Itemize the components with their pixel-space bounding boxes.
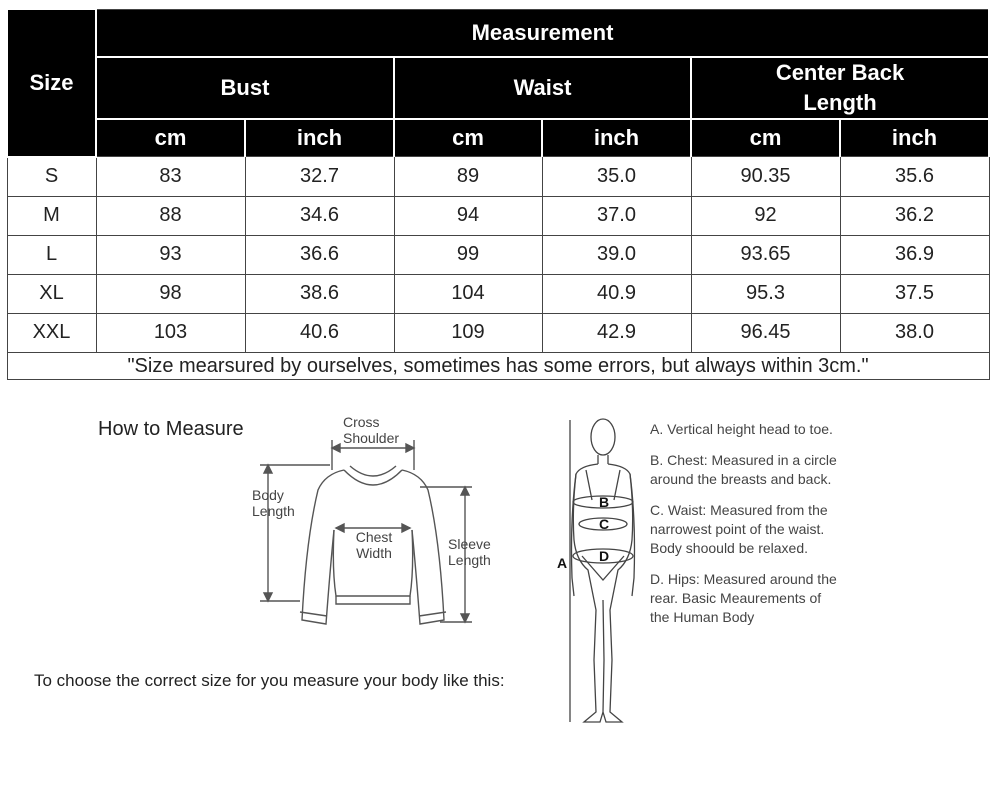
- table-cell: 104: [394, 274, 542, 313]
- table-cell: 38.6: [245, 274, 394, 313]
- definition-b: B. Chest: Measured in a circle around the breasts and back.: [650, 452, 837, 487]
- unit-header: cm: [691, 119, 840, 157]
- table-cell: 40.6: [245, 313, 394, 352]
- measure-instruction: To choose the correct size for you measure your body like this:: [34, 671, 505, 690]
- table-cell: 89: [394, 157, 542, 197]
- table-cell: 95.3: [691, 274, 840, 313]
- body-length-label: Body Length: [252, 487, 295, 519]
- unit-header: cm: [96, 119, 245, 157]
- table-cell: 38.0: [840, 313, 989, 352]
- unit-header: inch: [542, 119, 691, 157]
- table-cell: 32.7: [245, 157, 394, 197]
- measurement-note: "Size mearsured by ourselves, sometimes has some errors, but always within 3cm.": [7, 352, 989, 379]
- how-to-measure-title: How to Measure: [98, 418, 244, 440]
- center-back-length-label: Center Back Length: [775, 60, 905, 115]
- size-cell: XL: [7, 274, 96, 313]
- table-cell: 88: [96, 196, 245, 235]
- table-cell: 36.2: [840, 196, 989, 235]
- size-cell: L: [7, 235, 96, 274]
- table-cell: 42.9: [542, 313, 691, 352]
- table-cell: 94: [394, 196, 542, 235]
- letter-d: D: [599, 548, 610, 564]
- table-cell: 98: [96, 274, 245, 313]
- table-cell: 35.0: [542, 157, 691, 197]
- size-cell: S: [7, 157, 96, 197]
- size-header: Size: [7, 10, 96, 157]
- table-cell: 96.45: [691, 313, 840, 352]
- table-cell: 36.6: [245, 235, 394, 274]
- table-cell: 83: [96, 157, 245, 197]
- table-cell: 35.6: [840, 157, 989, 197]
- table-cell: 109: [394, 313, 542, 352]
- table-cell: 39.0: [542, 235, 691, 274]
- table-cell: 37.0: [542, 196, 691, 235]
- measurement-header: Measurement: [96, 10, 989, 58]
- table-cell: 103: [96, 313, 245, 352]
- measurement-definitions: [650, 420, 840, 639]
- table-cell: 40.9: [542, 274, 691, 313]
- letter-a: A: [557, 555, 568, 571]
- chest-width-label: Chest Width: [352, 529, 396, 561]
- human-body-figure: [570, 419, 635, 722]
- size-cell: M: [7, 196, 96, 235]
- table-cell: 99: [394, 235, 542, 274]
- table-cell: 90.35: [691, 157, 840, 197]
- table-cell: 93: [96, 235, 245, 274]
- table-cell: 37.5: [840, 274, 989, 313]
- bust-header: Bust: [96, 57, 394, 119]
- letter-b: B: [599, 494, 610, 510]
- cross-shoulder-label: Cross Shoulder: [343, 414, 400, 446]
- letter-c: C: [599, 516, 610, 532]
- unit-header: inch: [245, 119, 394, 157]
- table-cell: 92: [691, 196, 840, 235]
- unit-header: inch: [840, 119, 989, 157]
- table-cell: 93.65: [691, 235, 840, 274]
- sleeve-length-label: Sleeve Length: [448, 536, 491, 568]
- definition-c: C. Waist: Measured from the narrowest point of the waist. Body shoould be relaxed.: [650, 502, 828, 556]
- waist-header: Waist: [394, 57, 691, 119]
- definition-a: A. Vertical height head to toe.: [650, 421, 833, 437]
- size-cell: XXL: [7, 313, 96, 352]
- table-cell: 34.6: [245, 196, 394, 235]
- table-cell: 36.9: [840, 235, 989, 274]
- definition-d: D. Hips: Measured around the rear. Basic Meaurements of the Human Body: [650, 571, 837, 625]
- unit-header: cm: [394, 119, 542, 157]
